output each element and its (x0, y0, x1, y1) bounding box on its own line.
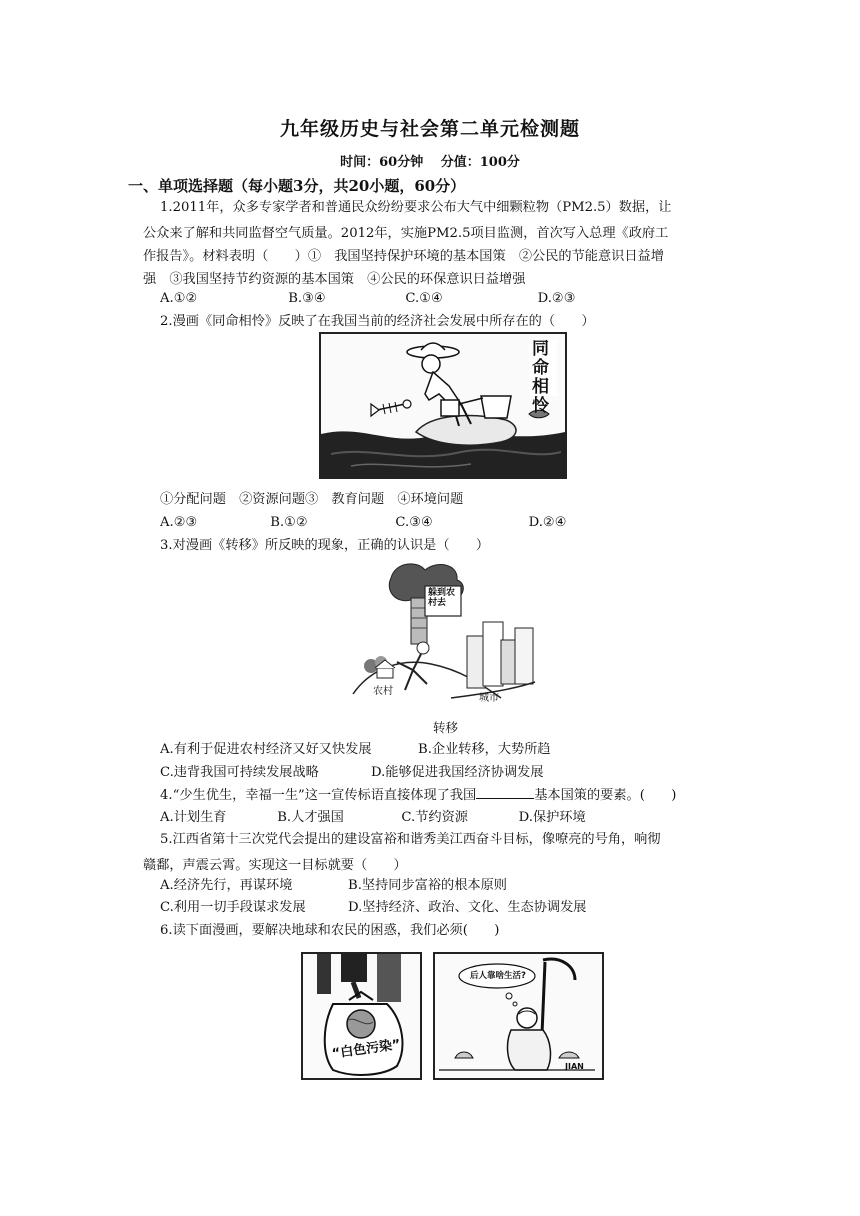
q5-line-2: 赣鄱，声震云霄。实现这一目标就要（ ） (143, 858, 407, 873)
label-city: 城市 (479, 693, 499, 704)
q4-option-d[interactable]: D.保护环境 (518, 810, 586, 825)
q5-options-row-2 (160, 899, 586, 917)
q3-options-row-1 (160, 741, 551, 759)
cartoon-farmer-worry (433, 952, 604, 1080)
q2-option-b[interactable]: B.①② (270, 515, 308, 530)
q5-option-b[interactable]: B.坚持同步富裕的根本原则 (348, 878, 507, 893)
q2-items: ①分配问题 ②资源问题③ 教育问题 ④环境问题 (160, 492, 464, 507)
page-title: 九年级历史与社会第二单元检测题 (279, 118, 580, 140)
cartoon-illustration (321, 334, 565, 477)
q1-options (160, 290, 576, 308)
q2-option-a[interactable]: A.②③ (160, 515, 198, 530)
q3-stem: 3.对漫画《转移》所反映的现象，正确的认识是（ ） (160, 538, 490, 553)
q5-options-row-1 (160, 877, 507, 895)
q4-blank[interactable] (476, 786, 534, 799)
exam-meta: 时间：60分钟 分值：100分 (340, 155, 520, 170)
thought-bubble-text: 后人靠啥生活? (470, 971, 526, 981)
q2-option-c[interactable]: C.③④ (395, 515, 433, 530)
q1-line-4: 强 ③我国坚持节约资源的基本国策 ④公民的环保意识日益增强 (143, 272, 526, 287)
cartoon-sign-text: 躲到农村去 (428, 588, 456, 608)
q3-option-d[interactable]: D.能够促进我国经济协调发展 (371, 765, 544, 780)
q5-line-1: 5.江西省第十三次党代会提出的建设富裕和谐秀美江西奋斗目标，像嘹亮的号角，响彻 (160, 832, 661, 847)
q5-option-d[interactable]: D.坚持经济、政治、文化、生态协调发展 (348, 900, 587, 915)
q3-option-c[interactable]: C.违背我国可持续发展战略 (160, 765, 319, 780)
q2-stem: 2.漫画《同命相怜》反映了在我国当前的经济社会发展中所存在的（ ） (160, 314, 595, 329)
q4-option-a[interactable]: A.计划生育 (160, 810, 227, 825)
q1-option-a[interactable]: A.①② (160, 291, 198, 306)
q1-line-2: 公众来了解和共同监督空气质量。2012年，实施PM2.5项目监测，首次写入总理《政府工 (143, 226, 669, 241)
q1-option-c[interactable]: C.①④ (405, 291, 443, 306)
q4-stem-part-2: 基本国策的要素。( ) (534, 788, 677, 803)
bag-label-text: “白色污染” (331, 1037, 402, 1062)
q1-option-b[interactable]: B.③④ (288, 291, 326, 306)
label-village: 农村 (373, 686, 393, 697)
q1-line-3: 作报告》。材料表明（ ）① 我国坚持保护环境的基本国策 ②公民的节能意识日益增 (143, 249, 664, 264)
q3-option-b[interactable]: B.企业转移，大势所趋 (418, 742, 551, 757)
q5-option-c[interactable]: C.利用一切手段谋求发展 (160, 900, 306, 915)
q2-option-d[interactable]: D.②④ (528, 515, 567, 530)
figure-caption-zhuanyi: 转移 (433, 720, 459, 735)
q3-option-a[interactable]: A.有利于促进农村经济又好又快发展 (160, 742, 372, 757)
q5-option-a[interactable]: A.经济先行，再谋环境 (160, 878, 293, 893)
q4-option-b[interactable]: B.人才强国 (277, 810, 344, 825)
section-heading: 一、单项选择题（每小题3分，共20小题，60分） (128, 177, 466, 195)
q6-stem: 6.读下面漫画，要解决地球和农民的困惑，我们必须( ) (160, 923, 500, 938)
q1-line-1: 1.2011年，众多专家学者和普通民众纷纷要求公布大气中细颗粒物（PM2.5）数据，让 (160, 200, 672, 215)
q1-option-d[interactable]: D.②③ (537, 291, 576, 306)
q4-stem (160, 786, 676, 805)
cartoon-title-text: 同命相怜 (532, 339, 549, 416)
q3-options-row-2 (160, 764, 544, 782)
cartoon-tongmingxianglian (319, 332, 567, 479)
q4-options (160, 809, 586, 827)
cartoon-illustration-bag (303, 954, 420, 1078)
q4-stem-part-1: 4.“少生优生，幸福一生”这一宣传标语直接体现了我国 (160, 788, 477, 803)
q2-options (160, 514, 567, 532)
q4-option-c[interactable]: C.节约资源 (401, 810, 468, 825)
cartoon-zhuanyi (351, 558, 537, 704)
cartoon-white-pollution (301, 952, 422, 1080)
artist-signature: JIAN (565, 1062, 584, 1071)
